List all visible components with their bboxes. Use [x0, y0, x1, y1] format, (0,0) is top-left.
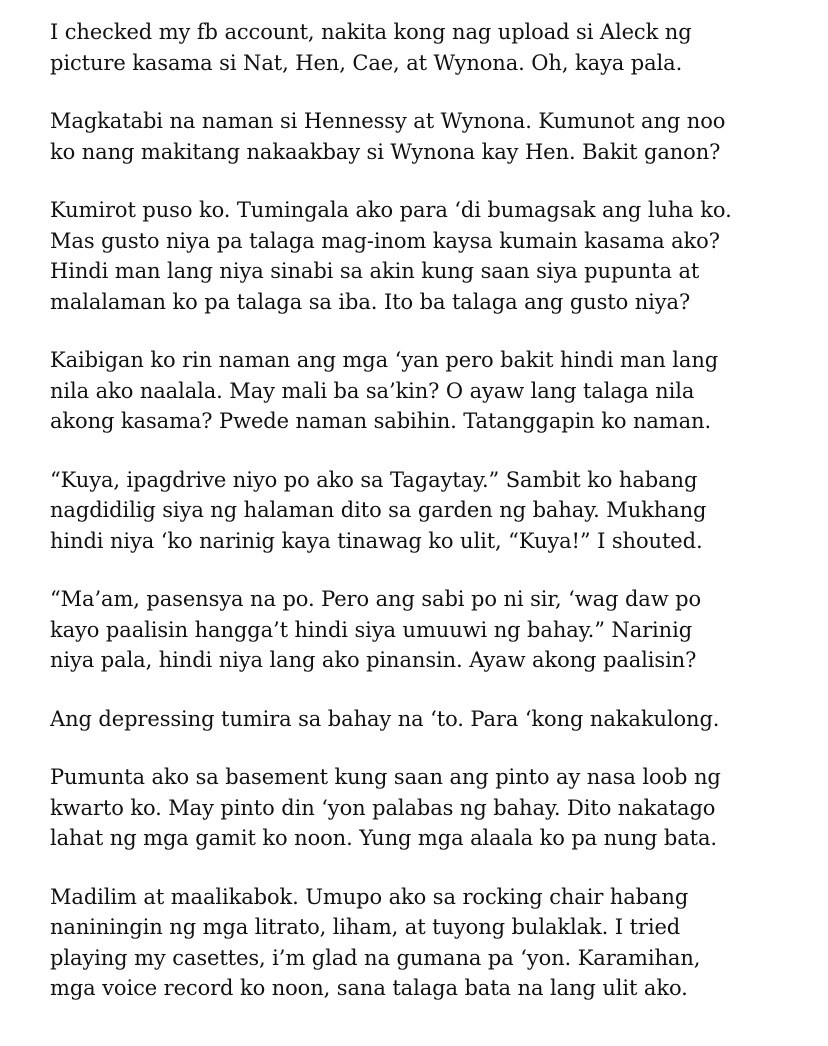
- text-line: Ang depressing tumira sa bahay na ‘to. Para ‘kong nakakulong.: [50, 706, 720, 731]
- text-line: nila ako naalala. May mali ba sa’kin? O ayaw lang talaga nila: [50, 378, 695, 403]
- text-line: Pumunta ako sa basement kung saan ang pinto ay nasa loob ng: [50, 765, 721, 789]
- text-line: playing my casettes, i’m glad na gumana pa ‘yon. Karamihan,: [50, 945, 701, 970]
- text-line: ko nang makitang nakaakbay si Wynona kay Hen. Bakit ganon?: [50, 139, 721, 164]
- text-line: mga voice record ko noon, sana talaga bata na lang ulit ako.: [50, 976, 688, 1000]
- text-line: I checked my fb account, nakita kong nag upload si Aleck ng: [50, 20, 692, 44]
- text-line: niya pala, hindi niya lang ako pinansin. Ayaw akong paalisin?: [50, 648, 697, 672]
- text-line: Hindi man lang niya sinabi sa akin kung saan siya pupunta at: [50, 259, 700, 283]
- text-line: Madilim at maalikabok. Umupo ako sa rocking chair habang: [50, 884, 689, 909]
- paragraph: [50, 106, 788, 167]
- paragraph: [50, 882, 788, 1004]
- paragraph: [50, 762, 788, 854]
- paragraph: [50, 465, 788, 557]
- text-line: nagdidilig siya ng halaman dito sa garden ng bahay. Mukhang: [50, 498, 707, 522]
- text-line: hindi niya ‘ko narinig kaya tinawag ko ulit, “Kuya!” I shouted.: [50, 528, 703, 553]
- paragraph: [50, 345, 788, 437]
- paragraph: [50, 704, 788, 735]
- paragraph: [50, 584, 788, 676]
- text-line: picture kasama si Nat, Hen, Cae, at Wynona. Oh, kaya pala.: [50, 50, 683, 75]
- paragraph: [50, 17, 788, 78]
- text-line: “Kuya, ipagdrive niyo po ako sa Tagaytay.” Sambit ko habang: [50, 467, 698, 492]
- text-line: kayo paalisin hangga’t hindi siya umuuwi ng bahay.” Narinig: [50, 617, 693, 642]
- text-line: Kaibigan ko rin naman ang mga ‘yan pero bakit hindi man lang: [50, 348, 719, 372]
- text-line: kwarto ko. May pinto din ‘yon palabas ng bahay. Dito nakatago: [50, 795, 716, 820]
- paragraph: [50, 195, 788, 317]
- text-line: Mas gusto niya pa talaga mag-inom kaysa kumain kasama ako?: [50, 228, 720, 253]
- text-line: Kumirot puso ko. Tumingala ako para ‘di bumagsak ang luha ko.: [50, 198, 732, 222]
- text-line: malalaman ko pa talaga sa iba. Ito ba talaga ang gusto niya?: [50, 289, 691, 314]
- text-line: “Ma’am, pasensya na po. Pero ang sabi po ni sir, ‘wag daw po: [50, 587, 702, 611]
- text-line: Magkatabi na naman si Hennessy at Wynona. Kumunot ang noo: [50, 109, 726, 133]
- text-line: lahat ng mga gamit ko noon. Yung mga alaala ko pa nung bata.: [50, 826, 717, 850]
- text-line: naniningin ng mga litrato, liham, at tuyong bulaklak. I tried: [50, 915, 681, 939]
- text-line: akong kasama? Pwede naman sabihin. Tatanggapin ko naman.: [50, 409, 712, 433]
